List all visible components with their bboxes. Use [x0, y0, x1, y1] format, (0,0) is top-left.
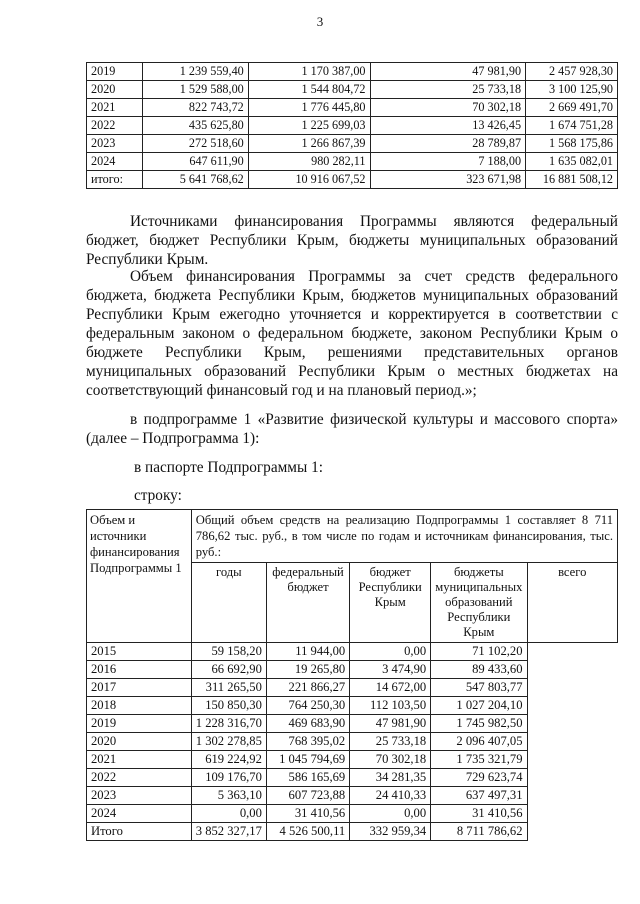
value-cell: 5 363,10	[191, 787, 266, 805]
table-row	[87, 63, 618, 81]
paragraph-volume: Объем финансирования Программы за счет средств федерального бюджета, бюджета Республики Крым, бюджетов муниципальных образований Республики Крым ежегодно уточняется и корректируется в соответствии с федеральным законом о федеральном бюджете, законом Республики Крым о бюджете Республики Крым, решениями представительных органов муниципальных образований Республики Крым о местных бюджетах на соответствующий финансовый год и на плановый период.»;	[86, 268, 618, 399]
value-cell: 1 302 278,85	[191, 733, 266, 751]
value-cell: 311 265,50	[191, 679, 266, 697]
value-cell: 19 265,80	[266, 661, 349, 679]
year-cell: 2023	[87, 135, 143, 153]
value-cell: 24 410,33	[350, 787, 431, 805]
value-cell: 11 944,00	[266, 643, 349, 661]
value-cell: 822 743,72	[142, 99, 248, 117]
value-cell: 435 625,80	[142, 117, 248, 135]
header-federal-budget: федеральный бюджет	[266, 563, 349, 643]
value-cell: 14 672,00	[350, 679, 431, 697]
value-cell: 469 683,90	[266, 715, 349, 733]
header-years: годы	[191, 563, 266, 643]
year-cell: 2024	[87, 805, 192, 823]
value-cell: 34 281,35	[350, 769, 431, 787]
year-cell: 2021	[87, 99, 143, 117]
value-cell: 323 671,98	[370, 171, 526, 189]
paragraph-subprogram: в подпрограмме 1 «Развитие физической культуры и массового спорта» (далее – Подпрограмма 1):	[86, 411, 618, 447]
table-row	[87, 679, 618, 697]
value-cell: 66 692,90	[191, 661, 266, 679]
table-row	[87, 715, 618, 733]
value-cell: 109 176,70	[191, 769, 266, 787]
value-cell: 586 165,69	[266, 769, 349, 787]
value-cell: 1 239 559,40	[142, 63, 248, 81]
table-row	[87, 153, 618, 171]
year-cell: 2022	[87, 769, 192, 787]
year-cell: итого:	[87, 171, 143, 189]
value-cell: 3 474,90	[350, 661, 431, 679]
table-row	[87, 823, 618, 841]
value-cell: 547 803,77	[431, 679, 527, 697]
year-cell: 2020	[87, 81, 143, 99]
value-cell: 1 170 387,00	[248, 63, 370, 81]
value-cell: 4 526 500,11	[266, 823, 349, 841]
value-cell: 112 103,50	[350, 697, 431, 715]
table-row	[87, 171, 618, 189]
value-cell: 647 611,90	[142, 153, 248, 171]
value-cell: 2 096 407,05	[431, 733, 527, 751]
table-row	[87, 99, 618, 117]
page-number: 3	[316, 14, 324, 29]
header-municipal-budgets: бюджеты муниципальных образований Республики Крым	[431, 563, 527, 643]
value-cell: 0,00	[350, 805, 431, 823]
value-cell: 768 395,02	[266, 733, 349, 751]
value-cell: 0,00	[350, 643, 431, 661]
value-cell: 47 981,90	[350, 715, 431, 733]
value-cell: 1 225 699,03	[248, 117, 370, 135]
value-cell: 3 100 125,90	[526, 81, 618, 99]
year-cell: 2019	[87, 63, 143, 81]
table-row	[87, 769, 618, 787]
value-cell: 980 282,11	[248, 153, 370, 171]
table-row	[87, 697, 618, 715]
value-cell: 1 529 588,00	[142, 81, 248, 99]
value-cell: 16 881 508,12	[526, 171, 618, 189]
year-cell: 2018	[87, 697, 192, 715]
value-cell: 3 852 327,17	[191, 823, 266, 841]
table-row	[87, 117, 618, 135]
value-cell: 10 916 067,52	[248, 171, 370, 189]
year-cell: 2022	[87, 117, 143, 135]
table-row	[87, 135, 618, 153]
value-cell: 1 027 204,10	[431, 697, 527, 715]
value-cell: 71 102,20	[431, 643, 527, 661]
value-cell: 1 745 982,50	[431, 715, 527, 733]
table-row	[87, 805, 618, 823]
value-cell: 764 250,30	[266, 697, 349, 715]
year-cell: 2019	[87, 715, 192, 733]
table-row	[87, 643, 618, 661]
value-cell: 150 850,30	[191, 697, 266, 715]
value-cell: 607 723,88	[266, 787, 349, 805]
year-cell: 2017	[87, 679, 192, 697]
year-cell: 2023	[87, 787, 192, 805]
header-crimea-budget: бюджет Республики Крым	[350, 563, 431, 643]
header-total: всего	[527, 563, 618, 643]
value-cell: 5 641 768,62	[142, 171, 248, 189]
value-cell: 47 981,90	[370, 63, 526, 81]
year-cell: 2024	[87, 153, 143, 171]
year-cell: Итого	[87, 823, 192, 841]
funding-table-continued	[86, 62, 618, 189]
value-cell: 28 789,87	[370, 135, 526, 153]
value-cell: 1 776 445,80	[248, 99, 370, 117]
table-row	[87, 787, 618, 805]
value-cell: 31 410,56	[431, 805, 527, 823]
table-row	[87, 733, 618, 751]
value-cell: 619 224,92	[191, 751, 266, 769]
table-row	[87, 81, 618, 99]
passport-description: Общий объем средств на реализацию Подпрограммы 1 составляет 8 711 786,62 тыс. руб., в том числе по годам и источникам финансирования, тыс. руб.:	[191, 510, 617, 563]
value-cell: 8 711 786,62	[431, 823, 527, 841]
value-cell: 13 426,45	[370, 117, 526, 135]
value-cell: 70 302,18	[350, 751, 431, 769]
year-cell: 2015	[87, 643, 192, 661]
year-cell: 2021	[87, 751, 192, 769]
value-cell: 25 733,18	[370, 81, 526, 99]
passport-row-label: Объем и источники финансирования Подпрограммы 1	[87, 510, 192, 643]
value-cell: 1 735 321,79	[431, 751, 527, 769]
value-cell: 272 518,60	[142, 135, 248, 153]
value-cell: 7 188,00	[370, 153, 526, 171]
value-cell: 25 733,18	[350, 733, 431, 751]
paragraph-passport: в паспорте Подпрограммы 1:	[134, 459, 323, 476]
year-cell: 2016	[87, 661, 192, 679]
value-cell: 1 674 751,28	[526, 117, 618, 135]
value-cell: 221 866,27	[266, 679, 349, 697]
value-cell: 31 410,56	[266, 805, 349, 823]
paragraph-row-word: строку:	[134, 487, 182, 504]
paragraph-sources: Источниками финансирования Программы являются федеральный бюджет, бюджет Республики Крым, бюджеты муниципальных образований Республики Крым.	[86, 213, 618, 268]
value-cell: 89 433,60	[431, 661, 527, 679]
value-cell: 729 623,74	[431, 769, 527, 787]
value-cell: 1 228 316,70	[191, 715, 266, 733]
value-cell: 637 497,31	[431, 787, 527, 805]
value-cell: 0,00	[191, 805, 266, 823]
passport-funding-table	[86, 509, 618, 841]
value-cell: 1 045 794,69	[266, 751, 349, 769]
value-cell: 1 266 867,39	[248, 135, 370, 153]
year-cell: 2020	[87, 733, 192, 751]
value-cell: 2 669 491,70	[526, 99, 618, 117]
value-cell: 1 568 175,86	[526, 135, 618, 153]
table-row	[87, 661, 618, 679]
value-cell: 2 457 928,30	[526, 63, 618, 81]
value-cell: 1 635 082,01	[526, 153, 618, 171]
value-cell: 1 544 804,72	[248, 81, 370, 99]
value-cell: 70 302,18	[370, 99, 526, 117]
table-row	[87, 751, 618, 769]
value-cell: 332 959,34	[350, 823, 431, 841]
value-cell: 59 158,20	[191, 643, 266, 661]
